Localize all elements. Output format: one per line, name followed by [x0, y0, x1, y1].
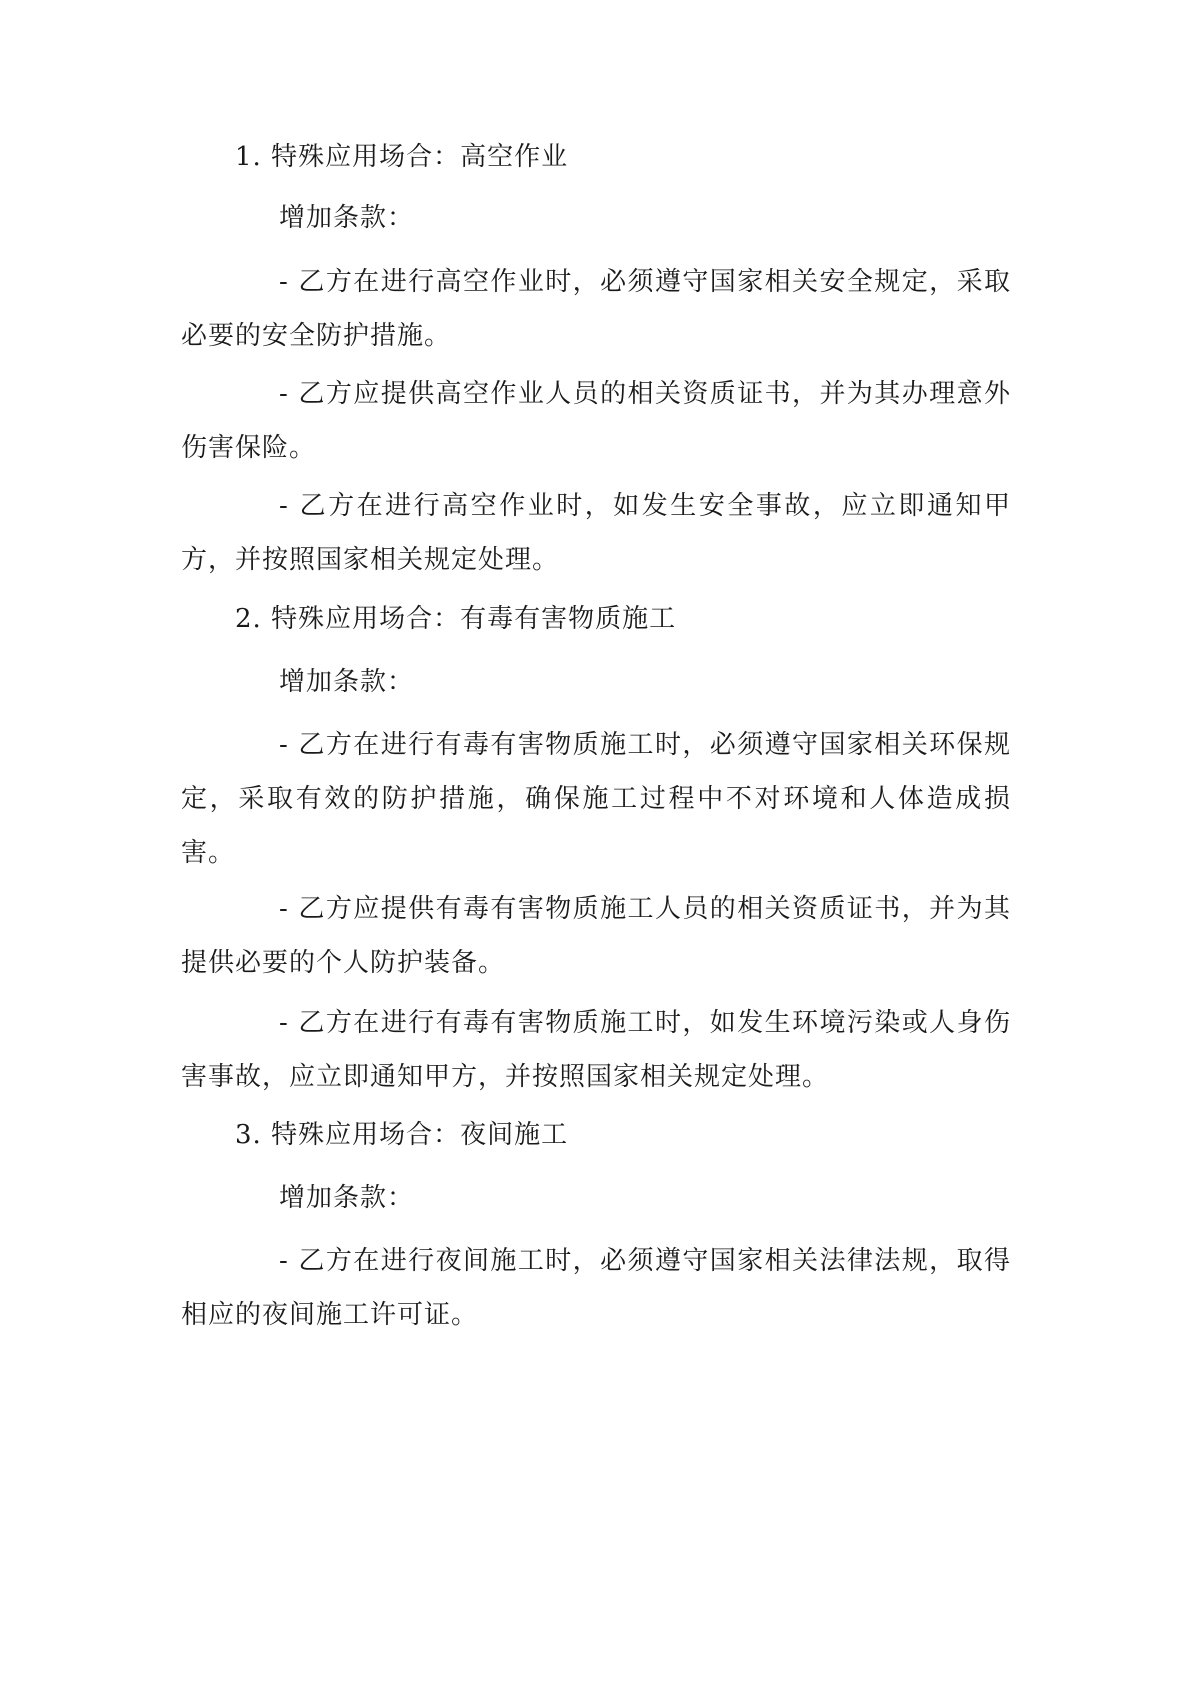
clause-item: - 乙方在进行有毒有害物质施工时，如发生环境污染或人身伤害事故，应立即通知甲方，并按照国家相关规定处理。 [181, 1008, 1011, 1092]
clause-label: 增加条款： [279, 203, 415, 233]
clause-label: 增加条款： [279, 1183, 415, 1213]
section-heading: 2. 特殊应用场合：有毒有害物质施工 [235, 604, 677, 634]
clause-label: 增加条款： [279, 667, 415, 697]
clause-item: - 乙方在进行夜间施工时，必须遵守国家相关法律法规，取得相应的夜间施工许可证。 [181, 1246, 1011, 1330]
clause-item: - 乙方在进行高空作业时，必须遵守国家相关安全规定，采取必要的安全防护措施。 [181, 267, 1011, 351]
clause-item: - 乙方应提供高空作业人员的相关资质证书，并为其办理意外伤害保险。 [181, 379, 1011, 463]
section-heading: 3. 特殊应用场合：夜间施工 [235, 1120, 569, 1150]
section-heading: 1. 特殊应用场合：高空作业 [235, 142, 569, 172]
clause-item: - 乙方应提供有毒有害物质施工人员的相关资质证书，并为其提供必要的个人防护装备。 [181, 894, 1011, 978]
clause-item: - 乙方在进行高空作业时，如发生安全事故，应立即通知甲方，并按照国家相关规定处理。 [181, 491, 1011, 575]
clause-item: - 乙方在进行有毒有害物质施工时，必须遵守国家相关环保规定，采取有效的防护措施，确保施工过程中不对环境和人体造成损害。 [181, 730, 1011, 868]
